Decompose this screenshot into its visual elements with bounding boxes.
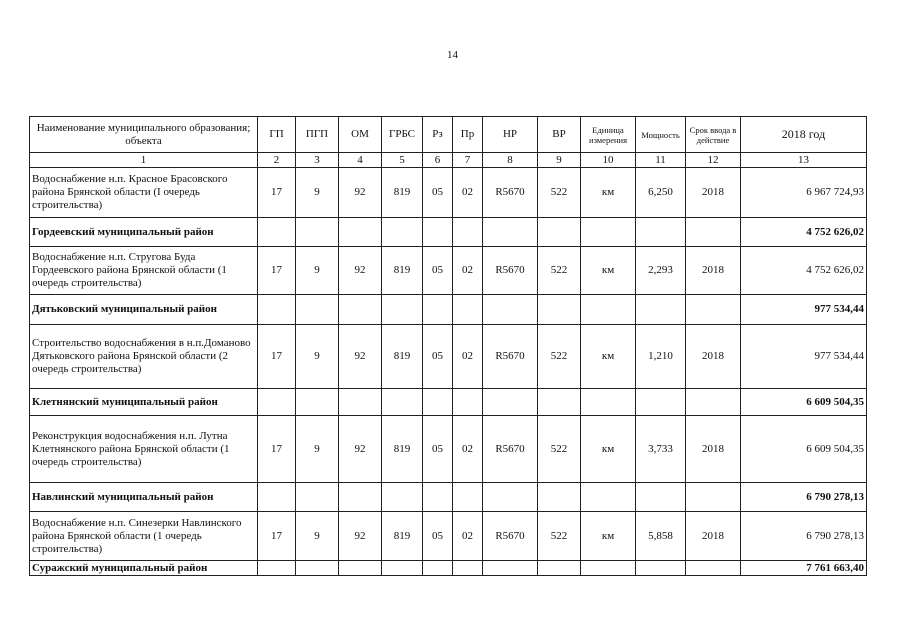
term-cell: 2018 <box>686 247 741 295</box>
pgp-cell: 9 <box>296 512 339 561</box>
table-row <box>30 512 867 561</box>
rz-cell: 05 <box>423 168 453 218</box>
pgp-cell: 9 <box>296 247 339 295</box>
power-cell: 5,858 <box>636 512 686 561</box>
gp-cell: 17 <box>258 168 296 218</box>
pr-cell: 02 <box>453 416 483 483</box>
vr-cell: 522 <box>538 416 581 483</box>
nr-cell: R5670 <box>483 512 538 561</box>
nr-cell: R5670 <box>483 325 538 389</box>
power-cell: 2,293 <box>636 247 686 295</box>
district-amount: 6 790 278,13 <box>741 483 867 512</box>
nr-cell: R5670 <box>483 247 538 295</box>
header-vr: ВР <box>538 117 581 153</box>
table-row <box>30 247 867 295</box>
district-row <box>30 483 867 512</box>
column-number: 7 <box>453 153 483 168</box>
term-cell: 2018 <box>686 512 741 561</box>
gp-cell: 17 <box>258 325 296 389</box>
term-cell: 2018 <box>686 325 741 389</box>
object-name: Водоснабжение н.п. Красное Брасовского района Брянской области (I очередь строительства) <box>30 168 258 218</box>
grbs-cell: 819 <box>382 512 423 561</box>
district-row <box>30 389 867 416</box>
district-amount: 6 609 504,35 <box>741 389 867 416</box>
header-name: Наименование муниципального образования; объекта <box>30 117 258 153</box>
header-om: ОМ <box>339 117 382 153</box>
power-cell: 1,210 <box>636 325 686 389</box>
gp-cell: 17 <box>258 416 296 483</box>
vr-cell: 522 <box>538 512 581 561</box>
term-cell: 2018 <box>686 168 741 218</box>
pr-cell: 02 <box>453 168 483 218</box>
object-name: Водоснабжение н.п. Стругова Буда Гордеевского района Брянской области (1 очередь строительства) <box>30 247 258 295</box>
column-number: 5 <box>382 153 423 168</box>
page-number: 14 <box>447 49 458 61</box>
district-name: Навлинский муниципальный район <box>30 483 258 512</box>
vr-cell: 522 <box>538 325 581 389</box>
table-row <box>30 416 867 483</box>
rz-cell: 05 <box>423 325 453 389</box>
district-name: Дятьковский муниципальный район <box>30 295 258 325</box>
amount-cell: 4 752 626,02 <box>741 247 867 295</box>
column-number: 9 <box>538 153 581 168</box>
column-number: 3 <box>296 153 339 168</box>
om-cell: 92 <box>339 512 382 561</box>
district-name: Суражский муниципальный район <box>30 561 258 576</box>
header-power: Мощность <box>636 117 686 153</box>
amount-cell: 6 967 724,93 <box>741 168 867 218</box>
column-number: 8 <box>483 153 538 168</box>
nr-cell: R5670 <box>483 168 538 218</box>
power-cell: 6,250 <box>636 168 686 218</box>
vr-cell: 522 <box>538 168 581 218</box>
unit-cell: км <box>581 247 636 295</box>
column-number: 2 <box>258 153 296 168</box>
district-amount: 977 534,44 <box>741 295 867 325</box>
column-number-row <box>30 153 867 168</box>
power-cell: 3,733 <box>636 416 686 483</box>
om-cell: 92 <box>339 168 382 218</box>
header-unit: Единица измерения <box>581 117 636 153</box>
amount-cell: 977 534,44 <box>741 325 867 389</box>
gp-cell: 17 <box>258 512 296 561</box>
object-name: Реконструкция водоснабжения н.п. Лутна Клетнянского района Брянской области (1 очередь строительства) <box>30 416 258 483</box>
table-row <box>30 168 867 218</box>
rz-cell: 05 <box>423 512 453 561</box>
column-number: 4 <box>339 153 382 168</box>
column-number: 6 <box>423 153 453 168</box>
district-row <box>30 295 867 325</box>
om-cell: 92 <box>339 325 382 389</box>
om-cell: 92 <box>339 416 382 483</box>
district-amount: 7 761 663,40 <box>741 561 867 576</box>
amount-cell: 6 790 278,13 <box>741 512 867 561</box>
table-row <box>30 325 867 389</box>
object-name: Строительство водоснабжения в н.п.Доманово Дятьковского района Брянской области (2 очередь строительства) <box>30 325 258 389</box>
amount-cell: 6 609 504,35 <box>741 416 867 483</box>
unit-cell: км <box>581 416 636 483</box>
unit-cell: км <box>581 168 636 218</box>
column-number: 10 <box>581 153 636 168</box>
grbs-cell: 819 <box>382 325 423 389</box>
header-rz: Рз <box>423 117 453 153</box>
vr-cell: 522 <box>538 247 581 295</box>
pr-cell: 02 <box>453 512 483 561</box>
column-number: 1 <box>30 153 258 168</box>
column-number: 13 <box>741 153 867 168</box>
nr-cell: R5670 <box>483 416 538 483</box>
district-row <box>30 561 867 576</box>
district-name: Гордеевский муниципальный район <box>30 218 258 247</box>
unit-cell: км <box>581 325 636 389</box>
column-number: 11 <box>636 153 686 168</box>
rz-cell: 05 <box>423 416 453 483</box>
district-name: Клетнянский муниципальный район <box>30 389 258 416</box>
pr-cell: 02 <box>453 247 483 295</box>
pr-cell: 02 <box>453 325 483 389</box>
grbs-cell: 819 <box>382 168 423 218</box>
pgp-cell: 9 <box>296 416 339 483</box>
object-name: Водоснабжение н.п. Синезерки Навлинского района Брянской области (1 очередь строительства) <box>30 512 258 561</box>
header-term: Срок ввода в действие <box>686 117 741 153</box>
header-gp: ГП <box>258 117 296 153</box>
header-grbs: ГРБС <box>382 117 423 153</box>
district-amount: 4 752 626,02 <box>741 218 867 247</box>
header-row <box>30 117 867 153</box>
district-row <box>30 218 867 247</box>
pgp-cell: 9 <box>296 168 339 218</box>
grbs-cell: 819 <box>382 416 423 483</box>
om-cell: 92 <box>339 247 382 295</box>
header-pgp: ПГП <box>296 117 339 153</box>
rz-cell: 05 <box>423 247 453 295</box>
budget-table <box>29 116 867 576</box>
pgp-cell: 9 <box>296 325 339 389</box>
header-year: 2018 год <box>741 117 867 153</box>
term-cell: 2018 <box>686 416 741 483</box>
column-number: 12 <box>686 153 741 168</box>
gp-cell: 17 <box>258 247 296 295</box>
unit-cell: км <box>581 512 636 561</box>
header-nr: НР <box>483 117 538 153</box>
header-pr: Пр <box>453 117 483 153</box>
grbs-cell: 819 <box>382 247 423 295</box>
